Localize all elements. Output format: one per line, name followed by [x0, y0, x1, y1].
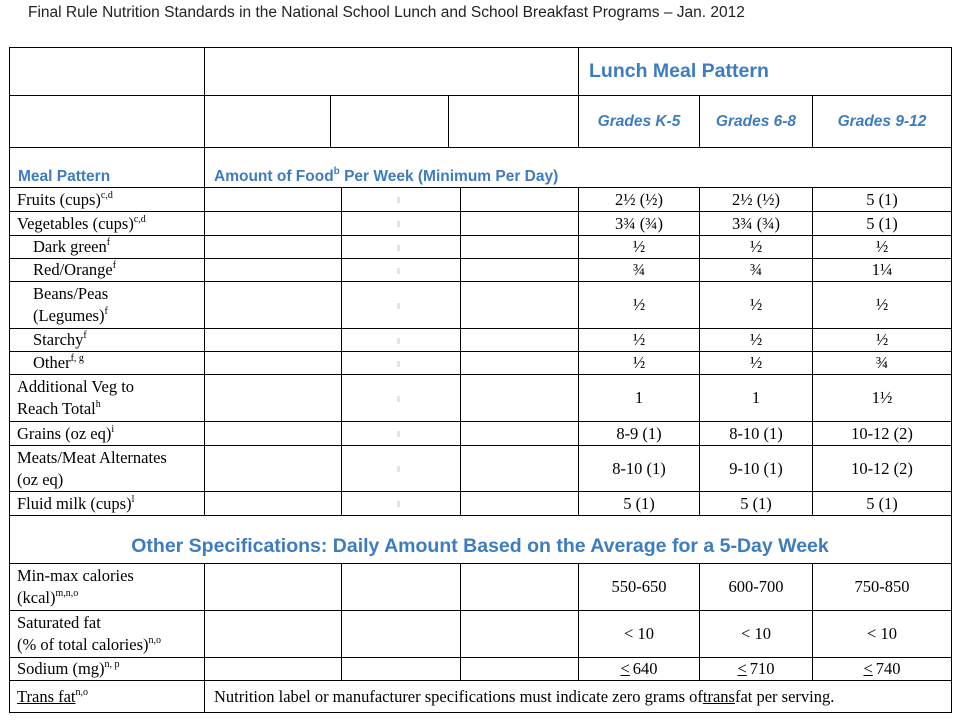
- meal-pattern-label: Meal Pattern: [9, 148, 205, 188]
- row-label: [9, 329, 205, 352]
- row-label: [9, 282, 205, 329]
- value-cell: ½: [579, 236, 700, 259]
- footnote-marker: i: [111, 423, 115, 435]
- value-cell: ½: [579, 329, 700, 352]
- faint-mark: [397, 501, 400, 507]
- amount-of-food-heading: Amount of Food$^b$ Per Week (Minimum Per Day): [205, 148, 952, 188]
- row-label-text: Meats/Meat Alternates: [17, 448, 167, 467]
- value-cell: ¾: [700, 259, 813, 282]
- empty-cell: [461, 352, 579, 375]
- empty-cell: [342, 564, 461, 611]
- row-label-text: Starchy: [33, 330, 84, 349]
- value-cell: 1: [700, 375, 813, 422]
- header-blank-cell: [331, 96, 449, 148]
- empty-cell: [342, 658, 461, 681]
- empty-cell: [342, 422, 461, 446]
- row-label-text: Min-max calories: [17, 566, 134, 585]
- value-cell: 5 (1): [813, 188, 952, 212]
- faint-mark: [397, 197, 400, 203]
- empty-cell: [342, 329, 461, 352]
- row-label-text-line2: (Legumes): [33, 306, 105, 325]
- row-label-text: Fruits (cups): [17, 189, 101, 209]
- value-cell: 3¾ (¾): [579, 212, 700, 236]
- row-label-text-line2: (% of total calories): [17, 635, 149, 654]
- footnote-marker: c,d: [133, 213, 146, 225]
- value-cell: ½: [700, 329, 813, 352]
- footnote-marker: f: [83, 330, 87, 341]
- other-specifications-heading: Other Specifications: Daily Amount Based on the Average for a 5-Day Week: [9, 516, 952, 564]
- trans-fat-note-pre: Nutrition label or manufacturer specifications must indicate zero grams of: [214, 686, 703, 706]
- row-label: [9, 681, 205, 713]
- value-cell: 3¾ (¾): [700, 212, 813, 236]
- empty-cell: [342, 212, 461, 236]
- value-cell: 8-9 (1): [579, 422, 700, 446]
- value-cell: 8-10 (1): [579, 446, 700, 492]
- header-blank-cell: [9, 96, 205, 148]
- row-label: [9, 492, 205, 516]
- footnote-marker: f: [112, 260, 117, 271]
- value-cell: ½: [700, 352, 813, 375]
- value-cell: 5 (1): [700, 492, 813, 516]
- value-cell: ½: [579, 282, 700, 329]
- value-cell: < 10: [813, 611, 952, 658]
- empty-cell: [461, 422, 579, 446]
- faint-mark: [397, 361, 400, 367]
- grade-9-12-header: Grades 9-12: [813, 96, 952, 148]
- empty-cell: [205, 375, 342, 422]
- row-label-text: Sodium (mg): [17, 659, 105, 678]
- value-cell: 5 (1): [813, 212, 952, 236]
- empty-cell: [461, 259, 579, 282]
- row-label-text: Vegetables (cups): [17, 213, 134, 233]
- footnote-marker: f: [104, 306, 108, 317]
- value-cell: ½: [700, 236, 813, 259]
- row-label: [9, 658, 205, 681]
- empty-cell: [342, 282, 461, 329]
- empty-cell: [342, 375, 461, 422]
- empty-cell: [461, 375, 579, 422]
- value-cell: ¾: [579, 259, 700, 282]
- row-label: [9, 259, 205, 282]
- row-label: [9, 212, 205, 236]
- empty-cell: [461, 236, 579, 259]
- value-cell: 10-12 (2): [813, 422, 952, 446]
- footnote-marker: n, p: [104, 659, 120, 670]
- footnote-marker: m,n,o: [55, 588, 79, 599]
- empty-cell: [205, 188, 342, 212]
- empty-cell: [205, 564, 342, 611]
- row-label-text: Other: [33, 353, 71, 372]
- empty-cell: [205, 352, 342, 375]
- footnote-marker: f, g: [70, 353, 84, 364]
- footnote-marker: c,d: [100, 189, 113, 201]
- empty-cell: [461, 564, 579, 611]
- row-label-text-line2: (oz eq): [17, 470, 64, 489]
- empty-cell: [205, 611, 342, 658]
- value-cell: 750-850: [813, 564, 952, 611]
- empty-cell: [205, 236, 342, 259]
- faint-mark: [397, 221, 400, 227]
- empty-cell: [205, 329, 342, 352]
- value-cell: ½: [813, 236, 952, 259]
- value-cell: 9-10 (1): [700, 446, 813, 492]
- row-label: [9, 352, 205, 375]
- value-cell: 1: [579, 375, 700, 422]
- value-cell: ½: [813, 329, 952, 352]
- value-cell: ½: [813, 282, 952, 329]
- row-label-text: Beans/Peas: [33, 284, 109, 303]
- less-than-or-equal-symbol: <: [620, 659, 630, 678]
- empty-cell: [342, 492, 461, 516]
- empty-cell: [461, 188, 579, 212]
- empty-cell: [342, 446, 461, 492]
- value-cell: 10-12 (2): [813, 446, 952, 492]
- faint-mark: [397, 268, 400, 274]
- page-title: Final Rule Nutrition Standards in the National School Lunch and School Breakfast Programs – Jan. 2012: [28, 4, 745, 21]
- row-label-text: Trans fat: [17, 686, 76, 706]
- value-cell: 2½ (½): [700, 188, 813, 212]
- empty-cell: [342, 188, 461, 212]
- footnote-marker: l: [131, 493, 135, 505]
- row-label: [9, 422, 205, 446]
- value-cell: 8-10 (1): [700, 422, 813, 446]
- value-text: 740: [875, 659, 901, 678]
- nutrition-standards-table: [9, 47, 952, 713]
- trans-fat-note: [205, 681, 952, 713]
- empty-cell: [205, 492, 342, 516]
- faint-mark: [397, 338, 400, 344]
- empty-cell: [461, 611, 579, 658]
- faint-mark: [397, 303, 400, 309]
- empty-cell: [461, 658, 579, 681]
- header-blank-cell: [205, 47, 579, 96]
- less-than-or-equal-symbol: <: [863, 659, 873, 678]
- empty-cell: [205, 259, 342, 282]
- faint-mark: [397, 431, 400, 437]
- header-blank-cell: [9, 47, 205, 96]
- trans-fat-note-post: fat per serving.: [734, 686, 835, 706]
- row-label-text: Grains (oz eq): [17, 423, 112, 443]
- value-cell: ½: [700, 282, 813, 329]
- faint-mark: [397, 396, 400, 402]
- value-cell: < 10: [700, 611, 813, 658]
- value-cell: ½: [579, 352, 700, 375]
- value-cell: 1½: [813, 375, 952, 422]
- trans-fat-note-u: trans: [702, 686, 735, 706]
- empty-cell: [205, 282, 342, 329]
- empty-cell: [205, 446, 342, 492]
- value-text: 640: [632, 659, 658, 678]
- row-label: [9, 446, 205, 492]
- value-cell: 5 (1): [579, 492, 700, 516]
- row-label: [9, 375, 205, 422]
- header-blank-cell: [449, 96, 579, 148]
- empty-cell: [205, 658, 342, 681]
- row-label: [9, 236, 205, 259]
- row-label-text: Additional Veg to: [17, 377, 135, 396]
- value-cell: [700, 658, 813, 681]
- row-label-text: Fluid milk (cups): [17, 493, 132, 513]
- empty-cell: [205, 212, 342, 236]
- value-cell: 550-650: [579, 564, 700, 611]
- empty-cell: [342, 259, 461, 282]
- empty-cell: [461, 492, 579, 516]
- value-cell: < 10: [579, 611, 700, 658]
- empty-cell: [342, 352, 461, 375]
- faint-mark: [397, 245, 400, 251]
- row-label: [9, 188, 205, 212]
- value-cell: 600-700: [700, 564, 813, 611]
- empty-cell: [205, 422, 342, 446]
- footnote-marker: h: [95, 399, 101, 410]
- value-cell: 1¼: [813, 259, 952, 282]
- row-label-text: Dark green: [33, 237, 107, 256]
- value-cell: 5 (1): [813, 492, 952, 516]
- faint-mark: [397, 466, 400, 472]
- value-cell: [813, 658, 952, 681]
- grade-6-8-header: Grades 6-8: [700, 96, 813, 148]
- row-label-text-line2: Reach Total: [17, 399, 96, 418]
- grade-k5-header: Grades K-5: [579, 96, 700, 148]
- value-cell: [579, 658, 700, 681]
- empty-cell: [342, 611, 461, 658]
- empty-cell: [342, 236, 461, 259]
- empty-cell: [461, 212, 579, 236]
- empty-cell: [461, 282, 579, 329]
- row-label-text: Red/Orange: [33, 260, 113, 279]
- row-label: [9, 611, 205, 658]
- empty-cell: [461, 446, 579, 492]
- footnote-marker: n,o: [148, 635, 161, 646]
- row-label: [9, 564, 205, 611]
- row-label-text-line2: (kcal): [17, 588, 56, 607]
- lunch-meal-pattern-heading: Lunch Meal Pattern: [579, 47, 952, 96]
- footnote-marker: n,o: [75, 686, 89, 698]
- footnote-marker: f: [106, 237, 111, 248]
- value-text: 710: [749, 659, 775, 678]
- less-than-or-equal-symbol: <: [737, 659, 747, 678]
- empty-cell: [461, 329, 579, 352]
- row-label-text: Saturated fat: [17, 613, 101, 632]
- header-blank-cell: [205, 96, 331, 148]
- value-cell: ¾: [813, 352, 952, 375]
- value-cell: 2½ (½): [579, 188, 700, 212]
